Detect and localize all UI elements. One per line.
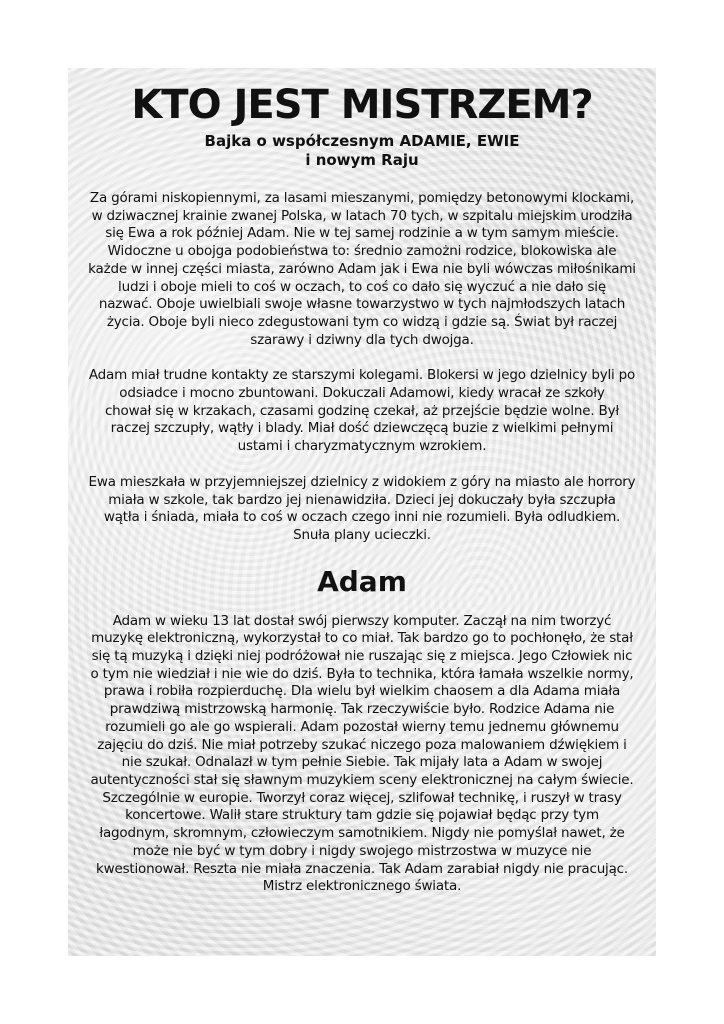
text-line: się tą muzyką i dzięki niej podróżował nie ruszając się z miejsca. Jego Człowiek nic (91, 648, 633, 665)
text-line: Szczególnie w europie. Tworzył coraz więcej, szlifował technikę, i ruszył w trasy (102, 789, 622, 806)
text-line: Adam w wieku 13 lat dostał swój pierwszy komputer. Zaczął na nim tworzyć (112, 612, 612, 629)
text-line: Adam miał trudne kontakty ze starszymi kolegami. Blokersi w jego dzielnicy byli po (88, 367, 636, 384)
text-line: koncertowe. Walił stare struktury tam gdzie się pojawiał będąc przy tym (125, 807, 599, 824)
text-line: w dziwacznej krainie zwanej Polska, w latach 70 tych, w szpitalu miejskim urodziła (91, 207, 633, 224)
document-title: KTO JEST MISTRZEM? (131, 82, 593, 128)
text-line: Ewa mieszkała w przyjemniejszej dzielnicy z widokiem z góry na miasto ale horrory (88, 473, 636, 490)
text-line: każde w innej części miasta, zarówno Adam jak i Ewa nie byli wówczas miłośnikami (88, 260, 636, 277)
text-line: raczej szczupły, wątły i blady. Miał dość dziewczęcą buzie z wielkimi pełnymi (110, 420, 614, 437)
subtitle-line: i nowym Raju (305, 151, 419, 169)
text-line: Mistrz elektronicznego świata. (262, 878, 462, 895)
text-line: odsiadce i mocno zbuntowani. Dokuczali Adamowi, kiedy wracał ze szkoły (119, 385, 605, 402)
text-line: miała w szkole, tak bardzo jej nienawidziła. Dzieci jej dokuczały była szczupła (108, 491, 616, 508)
document-subtitle (74, 132, 650, 170)
text-line: Snuła plany ucieczki. (293, 526, 431, 543)
text-line: rozumieli go ale go wspierali. Adam pozostał wierny temu jednemu głównemu (105, 718, 619, 735)
text-line: szarawy i dziwny dla tych dwojga. (250, 331, 474, 348)
text-line: nazwać. Oboje uwielbiali swoje własne towarzystwo w tych najmłodszych latach (98, 296, 626, 313)
paragraph-adam-childhood (74, 367, 650, 456)
text-line: o tym nie wiedział i nie wie do dziś. Była to technika, która łamała wszelkie normy, (90, 665, 634, 682)
section-heading: Adam (317, 564, 407, 598)
text-line: ludzi i oboje mieli to coś w oczach, to coś co dało się wyczuć a nie dało się (118, 278, 606, 295)
text-line: autentyczności stał się sławnym muzykiem sceny elektronicznej na całym świecie. (90, 771, 634, 788)
paragraph-adam-section (74, 613, 650, 896)
text-line: może nie być w tym dobry i nigdy swojego mistrzostwa w muzyce nie (132, 842, 592, 859)
text-line: się Ewa a rok później Adam. Nie w tej samej rodzinie a w tym samym mieście. (105, 225, 619, 242)
text-line: Za górami niskopiennymi, za lasami mieszanymi, pomiędzy betonowymi klockami, (89, 190, 635, 206)
text-line: wątła i śniada, miała to coś w oczach czego inni nie rozumieli. Była odludkiem. (103, 509, 621, 526)
text-line: prawa i robiła rozpierduchę. Dla wielu był wielkim chaosem a dla Adama miała (103, 683, 621, 700)
text-line: kwestionował. Reszta nie miała znaczenia. Tak Adam zarabiał nigdy nie pracując. (96, 860, 628, 877)
text-line: nie szukał. Odnalazł w tym pełnie Siebie. Tak mijały lata a Adam w swojej (121, 754, 603, 771)
text-line: muzykę elektroniczną, wykorzystał to co miał. Tak bardzo go to pochłonęło, że stał (91, 630, 633, 647)
text-line: ustami i charyzmatycznym wzrokiem. (237, 438, 487, 455)
text-line: zajęciu do dziś. Nie miał potrzeby szukać niczego poza malowaniem dźwiękiem i (97, 736, 627, 753)
paragraph-ewa-childhood (74, 474, 650, 545)
text-line: prawdziwą mistrzowską harmonię. Tak rzeczywiście było. Rodzice Adama nie (109, 701, 615, 718)
text-line: chował się w krzakach, czasami godzinę czekał, aż przejście będzie wolne. Był (104, 402, 620, 419)
text-line: życia. Oboje byli nieco zdegustowani tym co widzą i gdzie są. Świat był raczej (106, 313, 618, 330)
subtitle-line: Bajka o współczesnym ADAMIE, EWIE (204, 132, 520, 150)
text-line: łagodnym, skromnym, człowieczym samotnikiem. Nigdy nie pomyślał nawet, że (99, 825, 625, 842)
text-line: Widoczne u obojga podobieństwa to: średnio zamożni rodzice, blokowiska ale (107, 243, 617, 260)
paragraph-intro (74, 190, 650, 349)
document-page (68, 68, 656, 956)
